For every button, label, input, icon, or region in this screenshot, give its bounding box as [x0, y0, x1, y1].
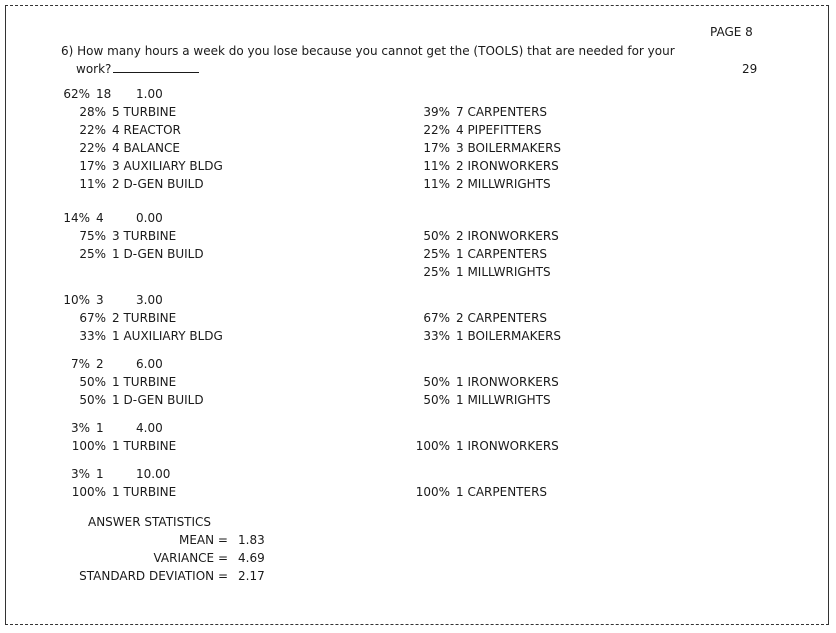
craft-percent: 39%: [423, 105, 450, 119]
group-header-percent: 3%: [70, 421, 90, 435]
area-label: 2 D-GEN BUILD: [112, 177, 204, 191]
area-label: 3 AUXILIARY BLDG: [112, 159, 223, 173]
craft-row: [408, 374, 559, 390]
craft-row: [408, 104, 547, 120]
area-label: 4 BALANCE: [112, 141, 180, 155]
stat-label: MEAN =: [179, 533, 228, 547]
question-count: 29: [742, 62, 758, 76]
area-row: [66, 122, 181, 138]
group-header-value: 6.00: [136, 357, 163, 371]
craft-row: [408, 158, 559, 174]
craft-row: [408, 310, 547, 326]
group-header-percent: 7%: [70, 357, 90, 371]
area-row: [66, 310, 176, 326]
area-row: [66, 228, 176, 244]
area-percent: 22%: [79, 141, 106, 155]
group-header-percent: 3%: [70, 467, 90, 481]
question-line-1: 6) How many hours a week do you lose because you cannot get the (TOOLS) that are needed for your: [61, 44, 675, 58]
stat-label: STANDARD DEVIATION =: [79, 569, 228, 583]
craft-label: 1 IRONWORKERS: [456, 375, 559, 389]
group-header-percent: 10%: [63, 293, 90, 307]
craft-label: 1 MILLWRIGHTS: [456, 393, 551, 407]
stat-row: [18, 532, 265, 548]
craft-percent: 50%: [423, 393, 450, 407]
stat-value: 4.69: [238, 551, 265, 565]
area-row: [66, 484, 176, 500]
craft-row: [408, 140, 561, 156]
craft-percent: 33%: [423, 329, 450, 343]
area-label: 1 TURBINE: [112, 439, 177, 453]
area-percent: 33%: [79, 329, 106, 343]
area-row: [66, 374, 176, 390]
area-row: [66, 392, 204, 408]
area-percent: 67%: [79, 311, 106, 325]
area-label: 1 D-GEN BUILD: [112, 247, 204, 261]
group-header-value: 10.00: [136, 467, 171, 481]
group-header-count: 2: [96, 357, 104, 371]
craft-label: 7 CARPENTERS: [456, 105, 548, 119]
group-header-count: 1: [96, 467, 104, 481]
craft-label: 4 PIPEFITTERS: [456, 123, 542, 137]
group-header-value: 4.00: [136, 421, 163, 435]
craft-row: [408, 264, 551, 280]
group-header-count: 1: [96, 421, 104, 435]
craft-label: 2 IRONWORKERS: [456, 229, 559, 243]
stat-row: [18, 568, 265, 584]
group-header-value: 1.00: [136, 87, 163, 101]
area-percent: 25%: [79, 247, 106, 261]
area-percent: 28%: [79, 105, 106, 119]
area-percent: 22%: [79, 123, 106, 137]
craft-percent: 100%: [415, 439, 450, 453]
craft-label: 1 MILLWRIGHTS: [456, 265, 551, 279]
area-row: [66, 104, 176, 120]
area-label: 1 TURBINE: [112, 375, 177, 389]
area-percent: 17%: [79, 159, 106, 173]
area-label: 2 TURBINE: [112, 311, 177, 325]
craft-percent: 50%: [423, 375, 450, 389]
craft-label: 2 CARPENTERS: [456, 311, 548, 325]
craft-label: 2 IRONWORKERS: [456, 159, 559, 173]
area-percent: 75%: [79, 229, 106, 243]
craft-percent: 25%: [423, 265, 450, 279]
area-label: 1 AUXILIARY BLDG: [112, 329, 223, 343]
area-label: 1 TURBINE: [112, 485, 177, 499]
craft-row: [408, 328, 561, 344]
craft-percent: 11%: [423, 177, 450, 191]
craft-row: [408, 438, 559, 454]
area-row: [66, 438, 176, 454]
area-percent: 100%: [71, 439, 106, 453]
question-line-2-text: work?: [76, 62, 112, 76]
group-header-count: 4: [96, 211, 104, 225]
craft-label: 1 IRONWORKERS: [456, 439, 559, 453]
craft-percent: 67%: [423, 311, 450, 325]
page-label: PAGE 8: [710, 25, 753, 39]
area-label: 1 D-GEN BUILD: [112, 393, 204, 407]
craft-row: [408, 392, 551, 408]
area-label: 5 TURBINE: [112, 105, 177, 119]
craft-label: 1 CARPENTERS: [456, 247, 548, 261]
stat-label: VARIANCE =: [153, 551, 228, 565]
area-percent: 50%: [79, 375, 106, 389]
craft-percent: 100%: [415, 485, 450, 499]
craft-percent: 11%: [423, 159, 450, 173]
area-row: [66, 246, 204, 262]
area-row: [66, 328, 223, 344]
group-header-value: 0.00: [136, 211, 163, 225]
stat-row: [18, 550, 265, 566]
answer-blank: [113, 61, 199, 73]
craft-percent: 50%: [423, 229, 450, 243]
area-percent: 50%: [79, 393, 106, 407]
craft-row: [408, 484, 547, 500]
area-percent: 11%: [79, 177, 106, 191]
area-label: 3 TURBINE: [112, 229, 177, 243]
area-row: [66, 158, 223, 174]
stats-title: ANSWER STATISTICS: [88, 515, 212, 529]
craft-percent: 22%: [423, 123, 450, 137]
group-header-count: 3: [96, 293, 104, 307]
craft-percent: 25%: [423, 247, 450, 261]
group-header-count: 18: [96, 87, 112, 101]
group-header-percent: 14%: [63, 211, 90, 225]
craft-label: 3 BOILERMAKERS: [456, 141, 562, 155]
stat-value: 2.17: [238, 569, 265, 583]
area-percent: 100%: [71, 485, 106, 499]
group-header-value: 3.00: [136, 293, 163, 307]
craft-row: [408, 176, 551, 192]
question-line-2: [76, 61, 199, 77]
craft-label: 1 BOILERMAKERS: [456, 329, 562, 343]
area-row: [66, 176, 204, 192]
area-row: [66, 140, 180, 156]
area-label: 4 REACTOR: [112, 123, 181, 137]
craft-percent: 17%: [423, 141, 450, 155]
craft-label: 2 MILLWRIGHTS: [456, 177, 551, 191]
group-header-percent: 62%: [63, 87, 90, 101]
craft-row: [408, 122, 541, 138]
craft-row: [408, 246, 547, 262]
craft-row: [408, 228, 559, 244]
stat-value: 1.83: [238, 533, 265, 547]
craft-label: 1 CARPENTERS: [456, 485, 548, 499]
